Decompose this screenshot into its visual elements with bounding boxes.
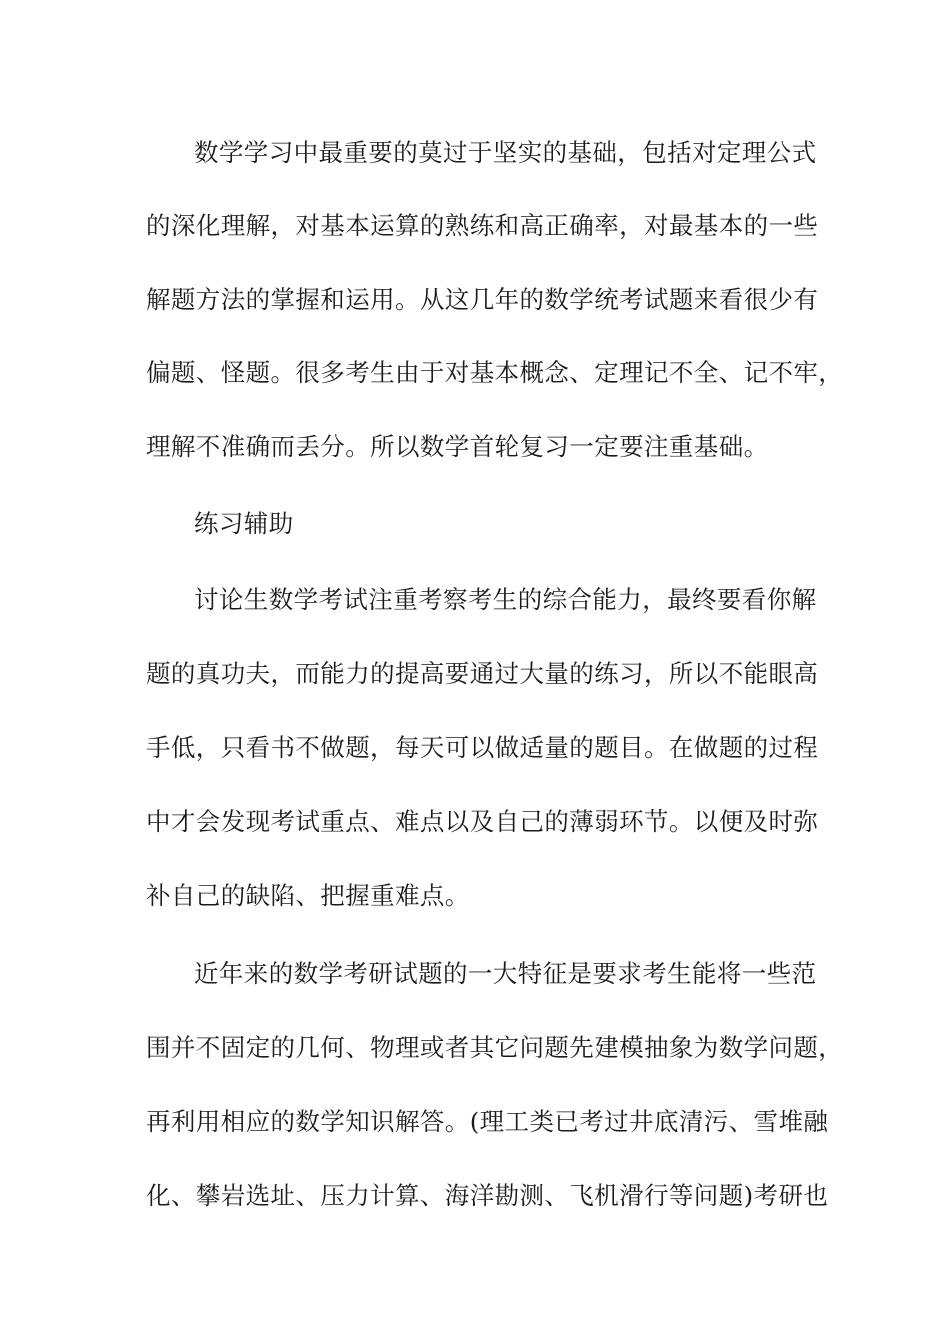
paragraph-2-line-3: 手低，只看书不做题，每天可以做适量的题目。在做题的过程 — [146, 733, 819, 762]
paragraph-2-line-4: 中才会发现考试重点、难点以及自己的薄弱环节。以便及时弥 — [146, 807, 819, 836]
paragraph-3-line-1: 近年来的数学考研试题的一大特征是要求考生能将一些范 — [194, 959, 817, 988]
paragraph-3-line-4: 化、攀岩选址、压力计算、海洋勘测、飞机滑行等问题)考研也 — [146, 1181, 829, 1210]
paragraph-3-line-2: 围并不固定的几何、物理或者其它问题先建模抽象为数学问题， — [146, 1033, 844, 1062]
paragraph-1-line-2: 的深化理解，对基本运算的熟练和高正确率，对最基本的一些 — [146, 211, 819, 240]
paragraph-2-line-2: 题的真功夫，而能力的提高要通过大量的练习，所以不能眼高 — [146, 659, 819, 688]
paragraph-1-line-1: 数学学习中最重要的莫过于坚实的基础，包括对定理公式 — [194, 138, 817, 167]
section-heading: 练习辅助 — [194, 509, 294, 538]
paragraph-2-line-5: 补自己的缺陷、把握重难点。 — [146, 881, 470, 910]
paragraph-1-line-4: 偏题、怪题。很多考生由于对基本概念、定理记不全、记不牢， — [146, 358, 844, 387]
paragraph-3-line-3: 再利用相应的数学知识解答。(理工类已考过井底清污、雪堆融 — [146, 1107, 829, 1136]
paragraph-2-line-1: 讨论生数学考试注重考察考生的综合能力，最终要看你解 — [194, 585, 817, 614]
paragraph-1-line-3: 解题方法的掌握和运用。从这几年的数学统考试题来看很少有 — [146, 285, 819, 314]
paragraph-1-line-5: 理解不准确而丢分。所以数学首轮复习一定要注重基础。 — [146, 432, 769, 461]
